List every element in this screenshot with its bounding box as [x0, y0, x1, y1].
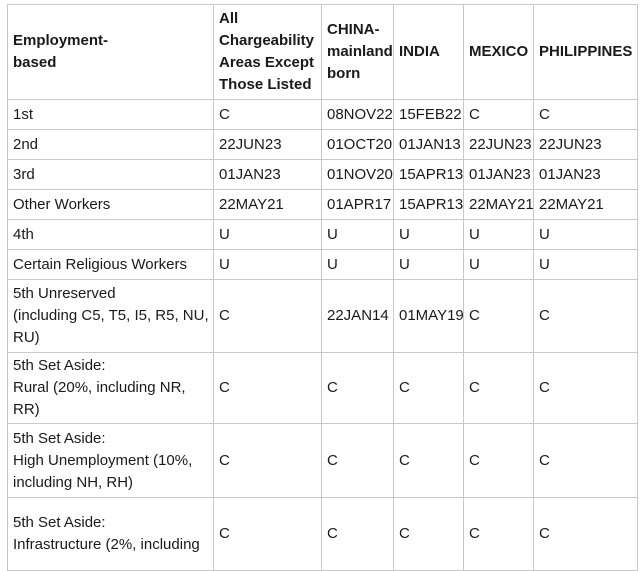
- cell-philippines: C: [534, 424, 638, 498]
- header-employment-based: Employment- based: [8, 5, 214, 100]
- row-category: 3rd: [8, 160, 214, 190]
- cell-india: C: [394, 498, 464, 571]
- cell-china: 01NOV20: [322, 160, 394, 190]
- cell-philippines: C: [534, 280, 638, 353]
- cell-mexico: C: [464, 424, 534, 498]
- cell-india: 01JAN13: [394, 130, 464, 160]
- table-row: [8, 250, 638, 280]
- cell-philippines: C: [534, 100, 638, 130]
- cell-mexico: U: [464, 220, 534, 250]
- cell-philippines: C: [534, 498, 638, 571]
- row-category: 2nd: [8, 130, 214, 160]
- header-china: CHINA- mainland born: [322, 5, 394, 100]
- cell-philippines: U: [534, 220, 638, 250]
- table-header-row: [8, 5, 638, 100]
- table-row: [8, 190, 638, 220]
- cell-china: 08NOV22: [322, 100, 394, 130]
- cell-china: C: [322, 353, 394, 424]
- cell-all-chargeability: C: [214, 280, 322, 353]
- cell-all-chargeability: C: [214, 498, 322, 571]
- cell-philippines: 22JUN23: [534, 130, 638, 160]
- cell-china: C: [322, 424, 394, 498]
- cell-china: U: [322, 250, 394, 280]
- header-all-chargeability: All Chargeability Areas Except Those Listed: [214, 5, 322, 100]
- row-category: Certain Religious Workers: [8, 250, 214, 280]
- cell-china: 01OCT20: [322, 130, 394, 160]
- table-row: [8, 220, 638, 250]
- cell-mexico: U: [464, 250, 534, 280]
- header-india: INDIA: [394, 5, 464, 100]
- cell-mexico: C: [464, 353, 534, 424]
- table-row: [8, 424, 638, 498]
- cell-india: C: [394, 424, 464, 498]
- cell-mexico: C: [464, 498, 534, 571]
- table-row: [8, 100, 638, 130]
- row-category: 5th Set Aside: Rural (20%, including NR, RR): [8, 353, 214, 424]
- table-row: [8, 353, 638, 424]
- row-category: 5th Set Aside: High Unemployment (10%, including NH, RH): [8, 424, 214, 498]
- table-row: [8, 130, 638, 160]
- cell-all-chargeability: U: [214, 220, 322, 250]
- row-category: 5th Unreserved (including C5, T5, I5, R5, NU, RU): [8, 280, 214, 353]
- header-philippines: PHILIPPINES: [534, 5, 638, 100]
- cell-philippines: C: [534, 353, 638, 424]
- row-category: Other Workers: [8, 190, 214, 220]
- cell-all-chargeability: C: [214, 353, 322, 424]
- table-row: [8, 498, 638, 571]
- cell-philippines: U: [534, 250, 638, 280]
- cell-mexico: C: [464, 100, 534, 130]
- cell-all-chargeability: 22JUN23: [214, 130, 322, 160]
- cell-mexico: 22MAY21: [464, 190, 534, 220]
- cell-philippines: 01JAN23: [534, 160, 638, 190]
- cell-all-chargeability: C: [214, 100, 322, 130]
- row-category: 5th Set Aside: Infrastructure (2%, including: [8, 498, 214, 571]
- table-row: [8, 160, 638, 190]
- employment-based-dates-table: [7, 4, 638, 571]
- cell-india: 01MAY19: [394, 280, 464, 353]
- cell-mexico: 01JAN23: [464, 160, 534, 190]
- row-category: 1st: [8, 100, 214, 130]
- table-row: [8, 280, 638, 353]
- cell-india: U: [394, 250, 464, 280]
- cell-philippines: 22MAY21: [534, 190, 638, 220]
- header-mexico: MEXICO: [464, 5, 534, 100]
- cell-mexico: 22JUN23: [464, 130, 534, 160]
- cell-india: 15APR13: [394, 190, 464, 220]
- cell-all-chargeability: U: [214, 250, 322, 280]
- cell-india: 15FEB22: [394, 100, 464, 130]
- cell-china: U: [322, 220, 394, 250]
- cell-mexico: C: [464, 280, 534, 353]
- cell-india: C: [394, 353, 464, 424]
- cell-all-chargeability: C: [214, 424, 322, 498]
- cell-india: 15APR13: [394, 160, 464, 190]
- cell-china: C: [322, 498, 394, 571]
- cell-all-chargeability: 01JAN23: [214, 160, 322, 190]
- cell-china: 22JAN14: [322, 280, 394, 353]
- row-category: 4th: [8, 220, 214, 250]
- cell-all-chargeability: 22MAY21: [214, 190, 322, 220]
- cell-india: U: [394, 220, 464, 250]
- cell-china: 01APR17: [322, 190, 394, 220]
